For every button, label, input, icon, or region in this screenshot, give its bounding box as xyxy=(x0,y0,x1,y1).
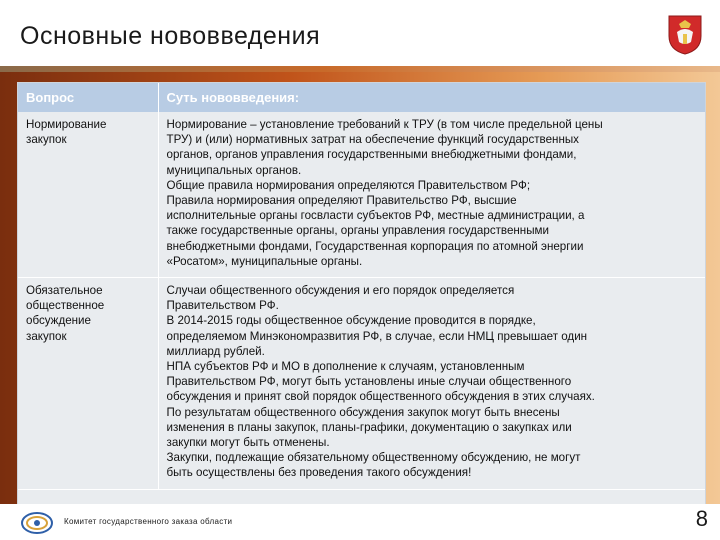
question-line: закупок xyxy=(26,329,67,343)
essence-line: ТРУ) и (или) нормативных затрат на обеспечение функций государственных xyxy=(166,133,579,147)
essence-line: исполнительные органы госвласти субъектов РФ, местные администрации, а xyxy=(166,209,585,223)
committee-logo-icon xyxy=(20,511,54,535)
essence-line: Правительством РФ. xyxy=(166,299,279,313)
question-line: обсуждение xyxy=(26,314,91,328)
essence-line: миллиард рублей. xyxy=(166,344,265,358)
essence-line: определяемом Минэкономразвития РФ, в случае, если НМЦ превышает один xyxy=(166,329,588,343)
essence-line: также государственные органы, органы управления государственными xyxy=(166,224,549,238)
essence-line: Закупки, подлежащие обязательному общественному обсуждению, не могут xyxy=(166,451,581,465)
essence-line: Правила нормирования определяют Правительство РФ, высшие xyxy=(166,194,517,208)
essence-line: В 2014-2015 годы общественное обсуждение проводится в порядке, xyxy=(166,314,536,328)
essence-line: Случаи общественного обсуждения и его порядок определяется xyxy=(166,284,515,298)
table-row xyxy=(18,278,705,490)
essence-line: По результатам общественного обсуждения закупок могут быть внесены xyxy=(166,405,560,419)
essence-line: Правительством РФ, могут быть установлены иные случаи общественного xyxy=(166,375,572,389)
essence-line: органов, органов управления государственными внебюджетными фондами, xyxy=(166,148,577,162)
essence-line: обсуждения и принят свой порядок общественного обсуждения в этих случаях. xyxy=(166,390,595,404)
essence-line: Общие правила нормирования определяются Правительством РФ; xyxy=(166,178,531,192)
essence-cell xyxy=(158,112,705,278)
footer-org-name: Комитет государственного заказа области xyxy=(64,517,233,526)
table-row xyxy=(18,112,705,278)
question-cell xyxy=(18,112,158,278)
table-header-row xyxy=(18,83,705,112)
essence-cell xyxy=(158,278,705,490)
essence-line: Нормирование – установление требований к ТРУ (в том числе предельной цены xyxy=(166,118,603,131)
essence-line: НПА субъектов РФ и МО в дополнение к случаям, установленным xyxy=(166,360,525,374)
question-line: общественное xyxy=(26,299,105,313)
essence-line: муниципальных органов. xyxy=(166,163,302,177)
essence-line: изменения в планы закупок, планы-графики, документацию о закупках или xyxy=(166,420,572,434)
header-essence: Суть нововведения: xyxy=(158,83,705,112)
header-question: Вопрос xyxy=(18,83,158,112)
essence-line: «Росатом», муниципальные органы. xyxy=(166,254,363,268)
page-number: 8 xyxy=(695,506,708,531)
question-cell xyxy=(18,278,158,490)
coat-of-arms-icon xyxy=(665,12,705,56)
question-line: Обязательное xyxy=(26,284,103,298)
question-line: Нормирование xyxy=(26,118,107,131)
innovations-table xyxy=(17,82,706,507)
essence-line: внебюджетными фондами, Государственная корпорация по атомной энергии xyxy=(166,239,584,253)
slide-title: Основные нововведения xyxy=(20,22,321,50)
essence-line: закупки могут быть отменены. xyxy=(166,436,330,450)
question-line: закупок xyxy=(26,133,67,147)
essence-line: быть осуществлены без проведения такого обсуждения! xyxy=(166,466,472,480)
